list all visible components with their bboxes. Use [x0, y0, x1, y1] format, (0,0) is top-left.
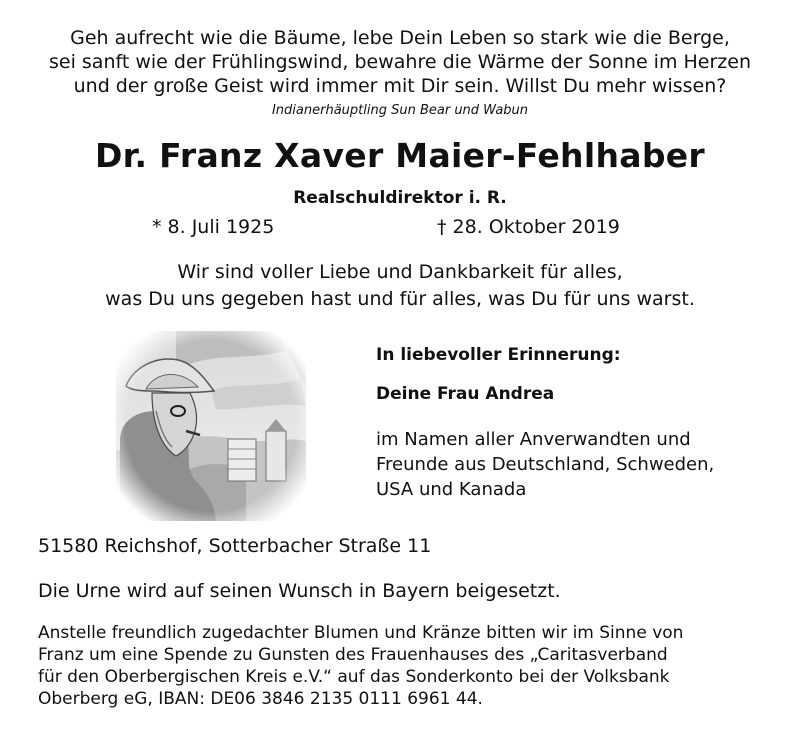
deceased-title: Realschuldirektor i. R. — [293, 188, 507, 208]
thanks-text — [0, 259, 800, 313]
donation-text — [38, 622, 683, 710]
donation-line: Franz um eine Spende zu Gunsten des Frauenhauses des „Caritasverband — [38, 645, 668, 665]
wife-name: Deine Frau Andrea — [376, 384, 555, 404]
memory-heading: In liebevoller Erinnerung: — [376, 345, 621, 365]
donation-line: Oberberg eG, IBAN: DE06 3846 2135 0111 6961 44. — [38, 689, 483, 709]
poem-attribution: Indianerhäuptling Sun Bear und Wabun — [271, 103, 529, 118]
donation-line: für den Oberbergischen Kreis e.V.“ auf das Sonderkonto bei der Volksbank — [38, 667, 670, 687]
portrait-drawing — [116, 331, 306, 521]
urn-note: Die Urne wird auf seinen Wunsch in Bayern beigesetzt. — [38, 580, 561, 602]
poem-line: und der große Geist wird immer mit Dir sein. Willst Du mehr wissen? — [73, 75, 727, 97]
relatives-line: USA und Kanada — [376, 479, 527, 500]
donation-line: Anstelle freundlich zugedachter Blumen und Kränze bitten wir im Sinne von — [38, 623, 684, 643]
deceased-name: Dr. Franz Xaver Maier-Fehlhaber — [94, 136, 706, 175]
death-date: † 28. Oktober 2019 — [437, 216, 620, 238]
thanks-line: was Du uns gegeben hast und für alles, was Du für uns warst. — [105, 288, 695, 310]
birth-date: * 8. Juli 1925 — [152, 216, 275, 238]
poem-line: sei sanft wie der Frühlingswind, bewahre die Wärme der Sonne im Herzen — [49, 51, 751, 73]
thanks-line: Wir sind voller Liebe und Dankbarkeit für alles, — [177, 261, 623, 283]
relatives-line: Freunde aus Deutschland, Schweden, — [376, 454, 715, 475]
poem — [0, 26, 800, 98]
address: 51580 Reichshof, Sotterbacher Straße 11 — [38, 535, 432, 557]
poem-line: Geh aufrecht wie die Bäume, lebe Dein Leben so stark wie die Berge, — [70, 27, 730, 49]
relatives-text — [376, 427, 714, 502]
relatives-line: im Namen aller Anverwandten und — [376, 429, 691, 450]
